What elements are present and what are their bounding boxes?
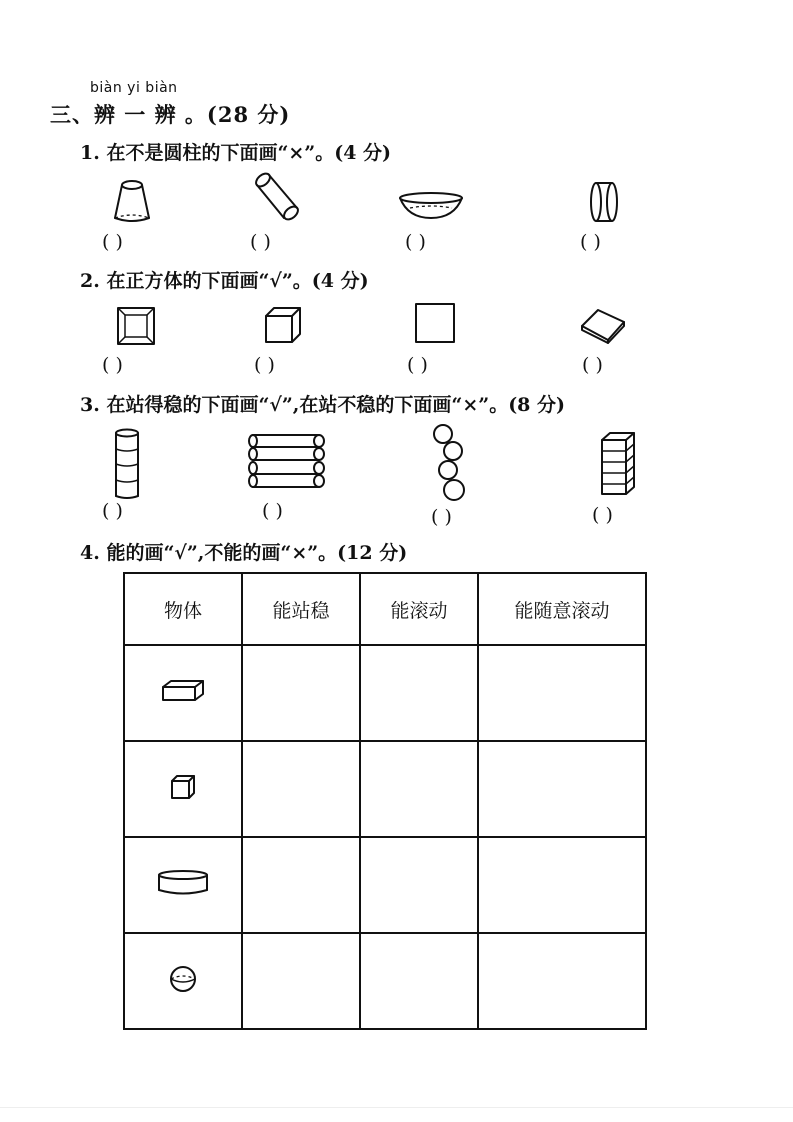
object-cell [124, 837, 242, 933]
question-2: 2. 在正方体的下面画“√”。(4 分) [80, 270, 369, 292]
page-edge-divider [0, 1107, 793, 1108]
pinyin-annotation: biàn yi biàn [90, 80, 178, 96]
cuboid-icon [162, 680, 204, 702]
square-icon [415, 303, 455, 343]
answer-blank[interactable]: ( ) [405, 231, 426, 253]
answer-cell[interactable] [242, 837, 360, 933]
section-title: 三、辨 一 辨 。(28 分) [50, 102, 291, 127]
object-cell [124, 741, 242, 837]
question-1: 1. 在不是圆柱的下面画“×”。(4 分) [80, 142, 392, 164]
answer-cell[interactable] [478, 933, 646, 1029]
tilted-cylinder-icon [254, 172, 300, 222]
stacked-cubes-icon [601, 432, 635, 496]
stacked-cylinders-icon [114, 428, 140, 500]
sphere-icon [169, 965, 197, 993]
answer-blank[interactable]: ( ) [431, 506, 452, 528]
answer-cell[interactable] [242, 933, 360, 1029]
question-3: 3. 在站得稳的下面画“√”,在站不稳的下面画“×”。(8 分) [80, 394, 566, 416]
answer-cell[interactable] [242, 741, 360, 837]
answer-cell[interactable] [360, 837, 478, 933]
answer-blank[interactable]: ( ) [580, 231, 601, 253]
cup-cylinder-icon [112, 178, 152, 226]
header-can-roll: 能滚动 [360, 573, 478, 645]
answer-cell[interactable] [360, 933, 478, 1029]
answer-blank[interactable]: ( ) [592, 504, 613, 526]
answer-table [123, 572, 647, 1030]
answer-cell[interactable] [478, 837, 646, 933]
table-row [124, 741, 646, 837]
question-4: 4. 能的画“√”,不能的画“×”。(12 分) [80, 542, 408, 564]
table-row [124, 645, 646, 741]
small-cube-icon [171, 775, 195, 799]
answer-cell[interactable] [478, 741, 646, 837]
answer-cell[interactable] [242, 645, 360, 741]
object-cell [124, 933, 242, 1029]
answer-blank[interactable]: ( ) [102, 500, 123, 522]
stacked-logs-icon [248, 434, 326, 490]
answer-blank[interactable]: ( ) [254, 354, 275, 376]
answer-blank[interactable]: ( ) [102, 354, 123, 376]
answer-blank[interactable]: ( ) [250, 231, 271, 253]
cube-icon [265, 307, 301, 343]
answer-blank[interactable]: ( ) [582, 354, 603, 376]
answer-cell[interactable] [360, 741, 478, 837]
header-object: 物体 [124, 573, 242, 645]
object-cell [124, 645, 242, 741]
answer-cell[interactable] [360, 645, 478, 741]
header-can-stand: 能站稳 [242, 573, 360, 645]
disc-cylinder-icon [157, 870, 209, 896]
short-cylinder-icon [590, 180, 620, 224]
tilted-cube-icon [580, 306, 626, 344]
answer-blank[interactable]: ( ) [262, 500, 283, 522]
answer-blank[interactable]: ( ) [407, 354, 428, 376]
answer-cell[interactable] [478, 645, 646, 741]
header-can-roll-freely: 能随意滚动 [478, 573, 646, 645]
bowl-icon [398, 192, 464, 222]
table-row [124, 933, 646, 1029]
frame-square-icon [117, 307, 155, 345]
answer-blank[interactable]: ( ) [102, 231, 123, 253]
table-row [124, 837, 646, 933]
table-header-row [124, 573, 646, 645]
stacked-balls-icon [432, 424, 468, 504]
